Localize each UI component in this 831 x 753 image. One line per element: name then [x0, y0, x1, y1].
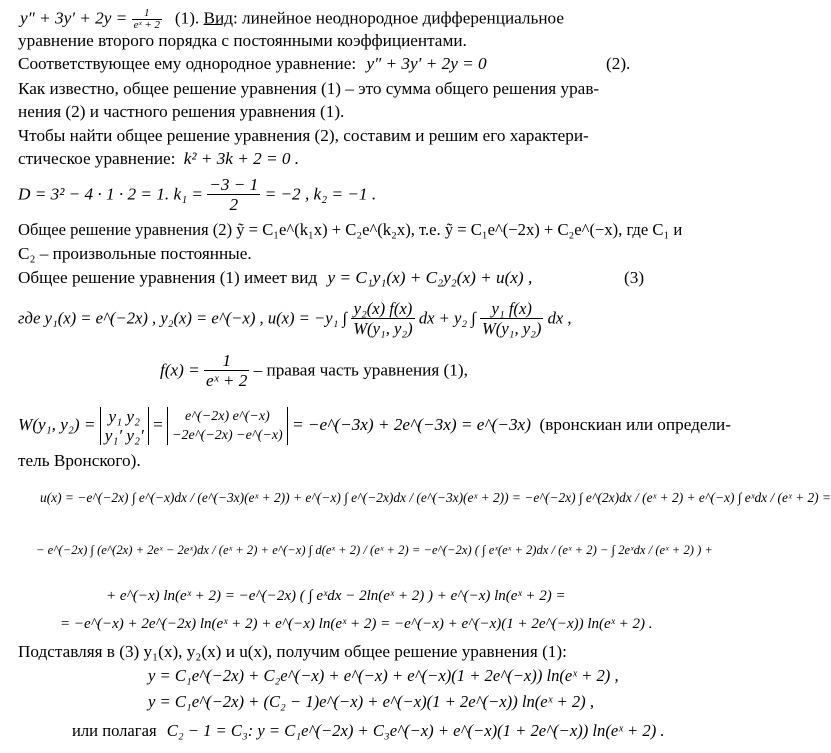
text-line: уравнение второго порядка с постоянными коэффициентами.	[18, 31, 467, 50]
fraction: $\frac{\text{y₂(x) f(x)}}{\text{W(y₁, y₂)}}$	[353, 299, 413, 338]
variation-line: где y₁(x) = e^(−2x) , y₂(x) = e^(−x) , u(x) = −y₁ ∫ $\frac{\text{y₂(x) f(x)}}{\text{W(y₁, y₂)}}$ dx + y₂ ∫ $\frac{\text{y₁ f(x)}}{\text{W(y₁, y₂)}}$ dx ,	[18, 299, 572, 338]
equation-2-number: (2).	[606, 54, 631, 73]
text-line: Чтобы найти общее решение уравнения (2), составим и решим его характери-	[18, 126, 589, 145]
characteristic-equation: k² + 3k + 2 = 0 .	[183, 149, 300, 168]
fraction: $\frac{\text{y₁ f(x)}}{\text{W(y₁, y₂)}}$	[481, 299, 542, 338]
equation-1-line	[20, 8, 564, 31]
equation-3-number: (3)	[624, 268, 645, 287]
derivation-line: − e^(−2x) ∫ (e^(2x) + 2eˣ − 2eˣ)dx / (eˣ + 2) + e^(−x) ∫ d(eˣ + 2) / (eˣ + 2) = −e^(−2x) ( ∫ eˣ(eˣ + 2)dx / (eˣ + 2) − ∫ 2eˣdx / (eˣ + 2) ) +	[36, 543, 713, 557]
solution-equation: y = C₁e^(−2x) + C₂e^(−x) + e^(−x) + e^(−x)(1 + 2e^(−x)) ln(eˣ + 2) ,	[148, 666, 619, 685]
root-fraction: $\frac{-3 - 1}{2}$	[209, 175, 259, 214]
text-line: Как известно, общее решение уравнения (1) – это сумма общего решения урав-	[18, 79, 600, 98]
right-side-line: f(x) = $\frac{1}{\text{eˣ + 2}}$ – правая часть уравнения (1),	[160, 351, 468, 390]
text-line: нения (2) и частного решения уравнения (1).	[18, 102, 345, 121]
text-line: Подставляя в (3) y₁(x), y₂(x) и u(x), получим общее решение уравнения (1):	[18, 642, 567, 661]
wronskian-matrix: y₁ y₂ y₁′ y₂′	[100, 407, 149, 445]
text-line: C₂ – произвольные постоянные.	[18, 244, 252, 263]
equation-2: y″ + 3y′ + 2y = 0	[366, 54, 487, 73]
derivation-line: + e^(−x) ln(eˣ + 2) = −e^(−2x) ( ∫ eˣdx − 2ln(eˣ + 2) ) + e^(−x) ln(eˣ + 2) =	[106, 588, 566, 604]
wronskian-matrix: e^(−2x) e^(−x) −2e^(−2x) −e^(−x)	[167, 407, 288, 445]
equation-1-number: (1).	[174, 8, 200, 28]
type-description: : линейное неоднородное дифференциальное	[232, 8, 564, 28]
wronskian-line: W(y₁, y₂) = y₁ y₂ y₁′ y₂′ = e^(−2x) e^(−x) −2e^(−2x) −e^(−x) = −e^(−3x) + 2e^(−3x) = e^(−3x) (вронскиан или определи-	[18, 407, 731, 445]
text-line: тель Вронского).	[18, 451, 141, 470]
solution-equation: y = C₁e^(−2x) + (C₂ − 1)e^(−x) + e^(−x)(1 + 2e^(−x)) ln(eˣ + 2) ,	[148, 692, 594, 711]
discriminant-line: D = 3² − 4 · 1 · 2 = 1. k₁ = $\frac{-3 - 1}{2}$ = −2 , k₂ = −1 .	[18, 175, 377, 214]
derivation-line: u(x) = −e^(−2x) ∫ e^(−x)dx / (e^(−3x)(eˣ + 2)) + e^(−x) ∫ e^(−2x)dx / (e^(−3x)(eˣ + 2)) = −e^(−2x) ∫ e^(2x)dx / (eˣ + 2) + e^(−x) ∫ eˣdx / (eˣ + 2) =	[40, 490, 831, 505]
final-solution-equation: C₂ − 1 = C₃: y = C₁e^(−2x) + C₃e^(−x) + e^(−x)(1 + 2e^(−x)) ln(eˣ + 2) .	[166, 721, 665, 740]
derivation-line: = −e^(−x) + 2e^(−2x) ln(eˣ + 2) + e^(−x) ln(eˣ + 2) = −e^(−x) + e^(−x)(1 + 2e^(−x)) ln(eˣ + 2) .	[60, 616, 653, 632]
general-solution-2-line: Общее решение уравнения (2) ỹ = C₁e^(k₁x) + C₂e^(k₂x), т.е. ỹ = C₁e^(−2x) + C₂e^(−x), где C₁ и	[18, 220, 683, 239]
equation-3: y = C₁y₁(x) + C₂y₂(x) + u(x) ,	[327, 268, 533, 287]
general-solution-1-line: Общее решение уравнения (1) имеет вид y = C₁y₁(x) + C₂y₂(x) + u(x) ,	[18, 268, 533, 287]
homogeneous-line: Соответствующее ему однородное уравнение: y″ + 3y′ + 2y = 0	[18, 54, 487, 73]
fraction: $\frac{1}{\text{eˣ + 2}}$	[206, 351, 248, 390]
final-solution-line: или полагая C₂ − 1 = C₃: y = C₁e^(−2x) + C₃e^(−x) + e^(−x)(1 + 2e^(−x)) ln(eˣ + 2) .	[72, 721, 665, 740]
characteristic-line: стическое уравнение: k² + 3k + 2 = 0 .	[18, 149, 300, 168]
equation-1-fraction: $\frac{1}{\text{eˣ + 2}}$	[133, 7, 160, 31]
type-label: Вид	[203, 8, 233, 28]
equation-1: y″ + 3y′ + 2y =	[20, 8, 128, 28]
